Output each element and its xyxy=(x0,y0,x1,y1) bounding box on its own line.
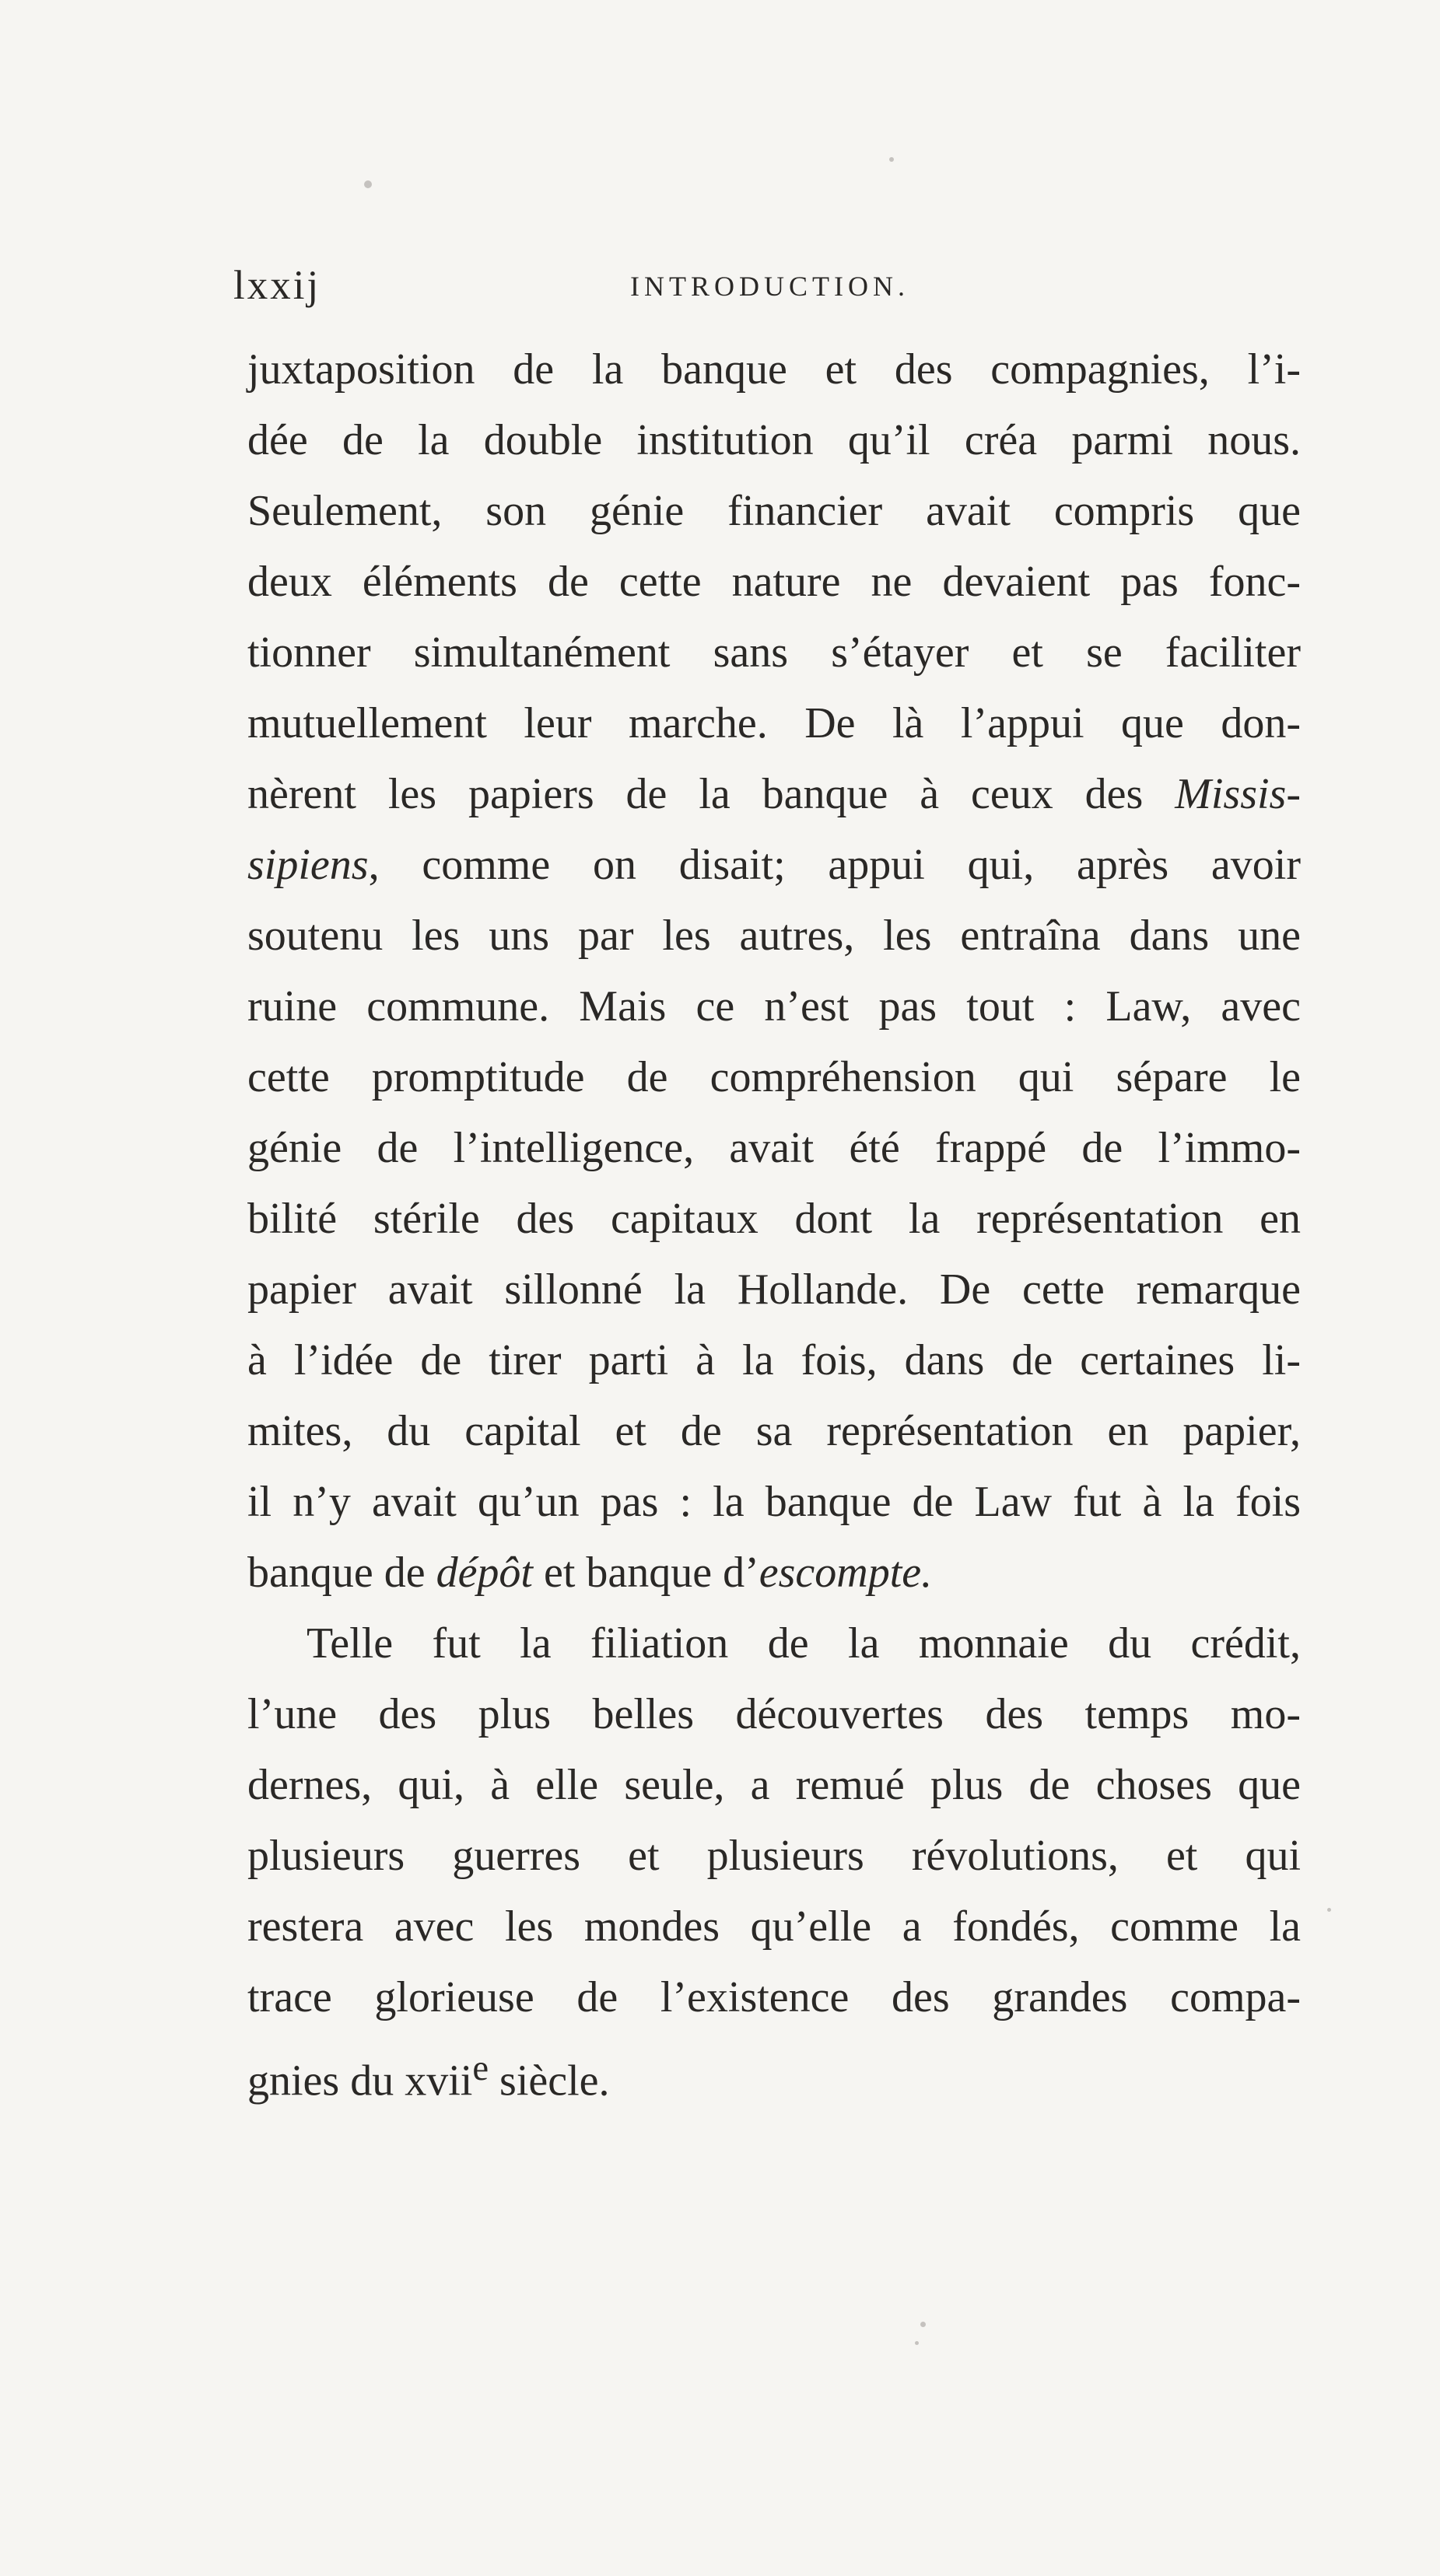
paper-speck xyxy=(889,157,894,162)
text-line: bilité stérile des capitaux dont la représentation en xyxy=(247,1195,1301,1243)
superscript: e xyxy=(472,2048,489,2088)
text-line: cette promptitude de compréhension qui sépare le xyxy=(247,1053,1301,1101)
text-line: sipiens, comme on disait; appui qui, après avoir xyxy=(247,841,1301,889)
italic-text: sipiens xyxy=(247,841,369,889)
text-line: banque de dépôt et banque d’escompte. xyxy=(247,1549,933,1597)
text-line: à l’idée de tirer parti à la fois, dans de certaines li- xyxy=(247,1336,1301,1384)
text-line: il n’y avait qu’un pas : la banque de Law fut à la fois xyxy=(247,1478,1301,1526)
text-line: deux éléments de cette nature ne devaient pas fonc- xyxy=(247,558,1301,606)
italic-text: dépôt xyxy=(436,1549,533,1597)
text-line: nèrent les papiers de la banque à ceux des Missis- xyxy=(247,770,1301,818)
text-line: plusieurs guerres et plusieurs révolutions, et qui xyxy=(247,1832,1301,1880)
text-line: papier avait sillonné la Hollande. De cette remarque xyxy=(247,1265,1301,1314)
paper-speck xyxy=(920,2322,926,2327)
text-line: dernes, qui, à elle seule, a remué plus de choses que xyxy=(247,1761,1301,1809)
text-line: Seulement, son génie financier avait compris que xyxy=(247,487,1301,535)
paper-speck xyxy=(915,2341,919,2345)
paper-speck xyxy=(364,180,372,188)
text-line: mutuellement leur marche. De là l’appui que don- xyxy=(247,699,1301,747)
running-title: INTRODUCTION. xyxy=(630,271,909,302)
italic-text: escompte. xyxy=(759,1549,933,1597)
text-line: juxtaposition de la banque et des compagnies, l’i- xyxy=(247,345,1301,394)
text-line: l’une des plus belles découvertes des temps mo- xyxy=(247,1690,1301,1738)
page-number: lxxij xyxy=(233,263,321,308)
page-header xyxy=(233,262,1299,309)
text-line: ruine commune. Mais ce n’est pas tout : Law, avec xyxy=(247,982,1301,1031)
text-line: trace glorieuse de l’existence des grandes compa- xyxy=(247,1973,1301,2021)
text-line: soutenu les uns par les autres, les entraîna dans une xyxy=(247,912,1301,960)
body-text xyxy=(247,334,1301,2104)
paragraph-start-line: Telle fut la filiation de la monnaie du crédit, xyxy=(307,1619,1301,1668)
text-line: génie de l’intelligence, avait été frappé de l’immo- xyxy=(247,1124,1301,1172)
text-line: restera avec les mondes qu’elle a fondés, comme la xyxy=(247,1902,1301,1951)
paper-speck xyxy=(1327,1908,1331,1912)
text-line: dée de la double institution qu’il créa parmi nous. xyxy=(247,416,1301,464)
italic-text: Missis- xyxy=(1175,770,1301,818)
text-line: mites, du capital et de sa représentation en papier, xyxy=(247,1407,1301,1455)
text-line: gnies du xvii$^e$ siècle. xyxy=(247,2048,610,2105)
text-line: tionner simultanément sans s’étayer et se faciliter xyxy=(247,628,1301,677)
